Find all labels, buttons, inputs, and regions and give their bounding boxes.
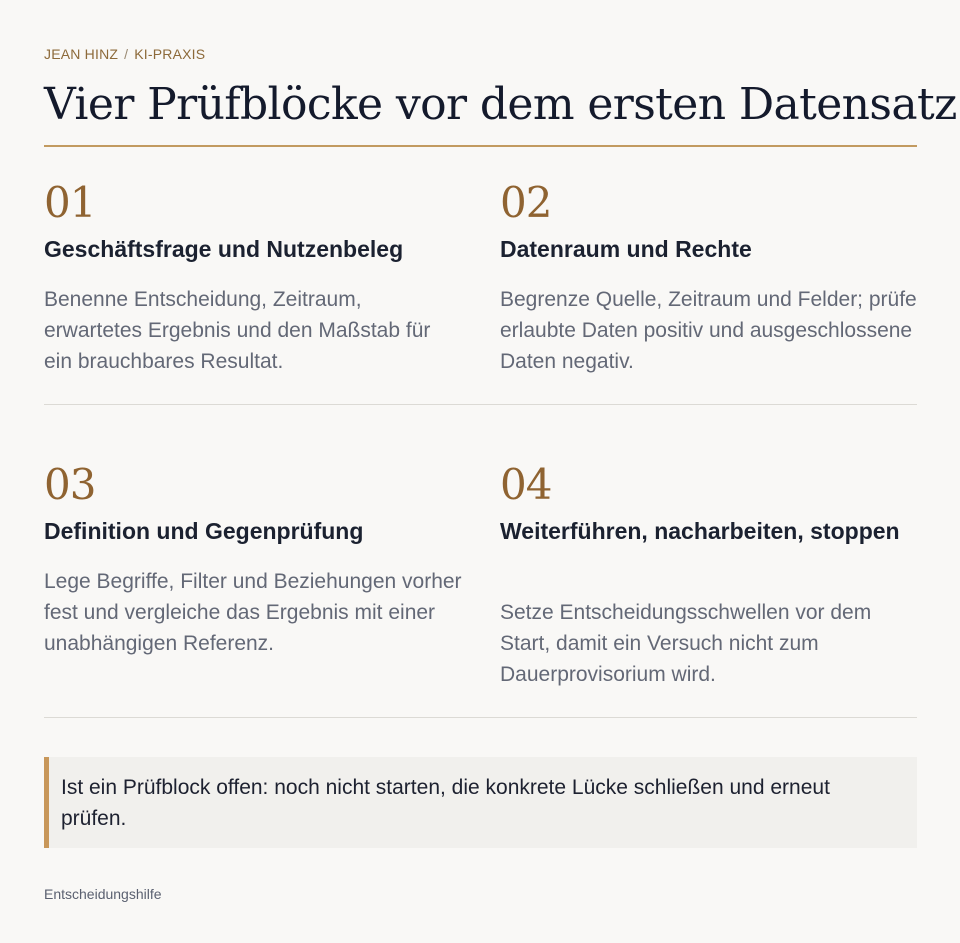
block-number: 01: [44, 178, 96, 227]
block-description: Begrenze Quelle, Zeitraum und Felder; prüfe erlaubte Daten positiv und ausgeschlossene Daten negativ.: [500, 288, 917, 373]
breadcrumb-section: KI-PRAXIS: [134, 46, 206, 62]
block-description: Setze Entscheidungsschwellen vor dem Start, damit ein Versuch nicht zum Dauerprovisorium wird.: [500, 601, 872, 686]
block-heading: Datenraum und Rechte: [500, 236, 752, 262]
callout-note: [44, 757, 917, 848]
block-heading: Definition und Gegenprüfung: [44, 518, 364, 544]
breadcrumb-author: JEAN HINZ: [44, 46, 119, 62]
block-description: Benenne Entscheidung, Zeitraum, erwartetes Ergebnis und den Maßstab für ein brauchbares Resultat.: [44, 288, 431, 373]
block-description: Lege Begriffe, Filter und Beziehungen vorher fest und vergleiche das Ergebnis mit einer unabhängigen Referenz.: [44, 570, 462, 655]
block-heading: Weiterführen, nacharbeiten, stoppen: [500, 518, 900, 544]
block-number: 03: [44, 460, 96, 509]
footer-label: Entscheidungshilfe: [44, 886, 162, 902]
breadcrumb: [44, 46, 205, 62]
page-title: Vier Prüfblöcke vor dem ersten Datensatz: [44, 79, 957, 130]
row-divider: [44, 404, 917, 405]
title-divider: [44, 145, 917, 147]
block-number: 02: [500, 178, 552, 227]
row-divider: [44, 717, 917, 718]
block-number: 04: [500, 460, 552, 509]
block-heading: Geschäftsfrage und Nutzenbeleg: [44, 236, 404, 262]
breadcrumb-separator: /: [124, 46, 129, 62]
callout-text: Ist ein Prüfblock offen: noch nicht starten, die konkrete Lücke schließen und erneut prüfen.: [61, 776, 830, 830]
